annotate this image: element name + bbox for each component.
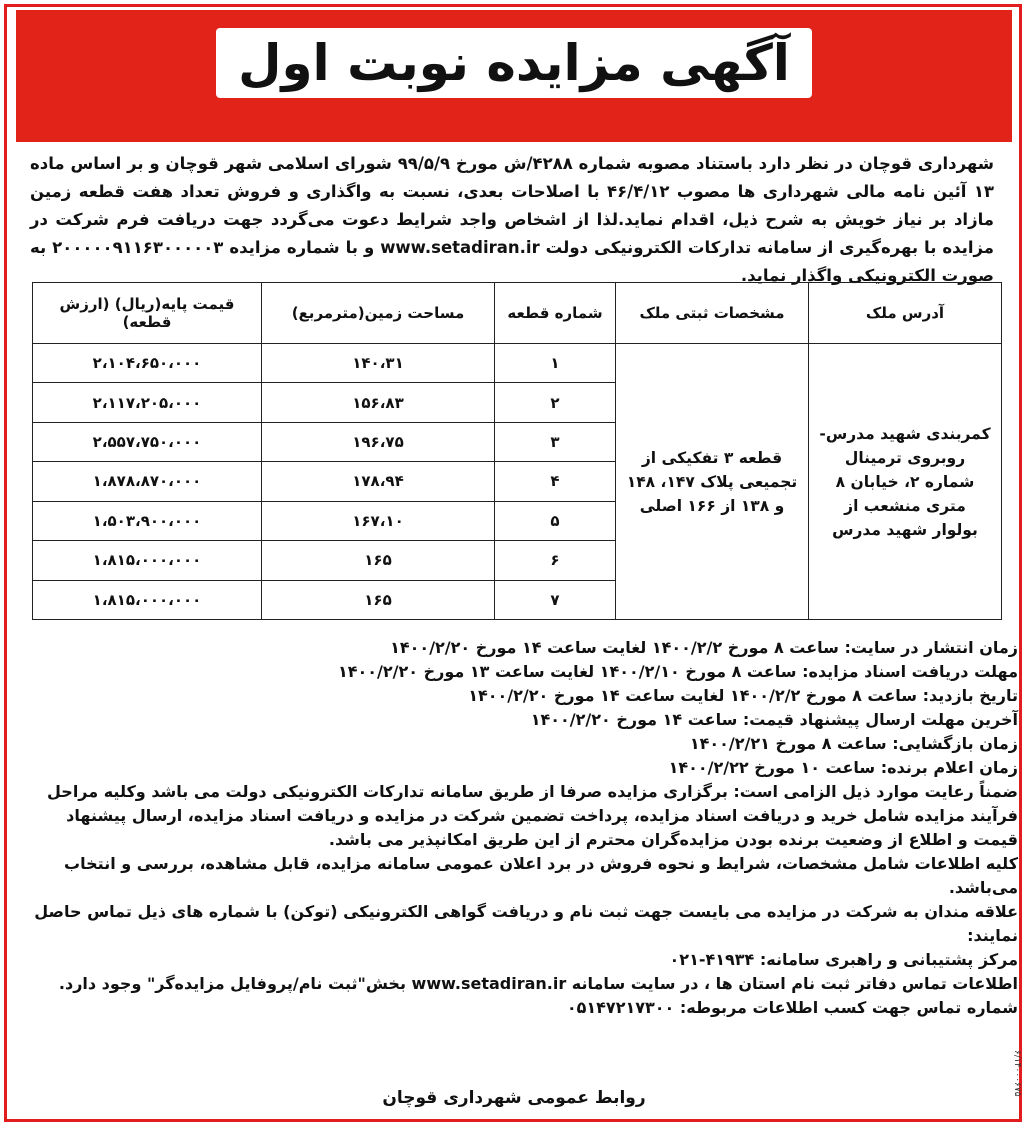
- price-cell: ۲،۵۵۷،۷۵۰،۰۰۰: [33, 422, 262, 461]
- details-section: [30, 636, 1018, 1020]
- lot-cell: ۷: [495, 580, 616, 619]
- lot-cell: ۴: [495, 462, 616, 501]
- area-cell: ۱۴۰،۳۱: [262, 344, 495, 383]
- area-cell: ۱۵۶،۸۳: [262, 383, 495, 422]
- price-cell: ۲،۱۰۴،۶۵۰،۰۰۰: [33, 344, 262, 383]
- detail-line: شماره تماس جهت کسب اطلاعات مربوطه: ۰۵۱۴۷۲۱۷۳۰۰: [566, 998, 1018, 1017]
- detail-line: زمان انتشار در سایت: ساعت ۸ مورخ ۱۴۰۰/۲/۲ لغایت ساعت ۱۴ مورخ ۱۴۰۰/۲/۲۰: [390, 638, 1018, 657]
- ad-title: آگهی مزایده نوبت اول: [16, 34, 1012, 92]
- table-row: [33, 344, 1002, 383]
- area-cell: ۱۹۶،۷۵: [262, 422, 495, 461]
- address-cell: کمربندی شهید مدرس- روبروی ترمینال شماره ۲، خیابان ۸ متری منشعب از بولوار شهید مدرس: [809, 344, 1002, 620]
- header-lot: شماره قطعه: [495, 283, 616, 344]
- detail-line: مرکز پشتیبانی و راهبری سامانه: ۴۱۹۳۴-۰۲۱: [669, 950, 1018, 969]
- header-address: آدرس ملک: [809, 283, 1002, 344]
- detail-line: کلیه اطلاعات شامل مشخصات، شرایط و نحوه فروش در برد اعلان عمومی سامانه مزایده، قابل مشاهده، بررسی و انتخاب می‌باشد.: [64, 854, 1018, 897]
- lot-cell: ۲: [495, 383, 616, 422]
- area-cell: ۱۶۵: [262, 580, 495, 619]
- detail-line: زمان بازگشایی: ساعت ۸ مورخ ۱۴۰۰/۲/۲۱: [689, 734, 1018, 753]
- ad-header: [16, 10, 1012, 142]
- side-code: ۶/۱۴۰۰۰۶۷۵: [1012, 1050, 1022, 1097]
- detail-line: اطلاعات تماس دفاتر ثبت نام استان ها ، در سایت سامانه www.setadiran.ir بخش"ثبت نام/پروفایل مزایده‌گر" وجود دارد.: [58, 974, 1018, 993]
- price-cell: ۱،۸۱۵،۰۰۰،۰۰۰: [33, 541, 262, 580]
- detail-line: ضمناً رعایت موارد ذیل الزامی است: برگزاری مزایده صرفا از طریق سامانه تدارکات الکترونیکی دولت می باشد وکلیه مراحل فرآیند مزایده شامل خرید و دریافت اسناد مزایده، پرداخت تضمین شرکت در مزایده و دریافت اسناد مزایده، ارسال پیشنهاد قیمت و اطلاع از وضعیت برنده بودن مزایده‌گران محترم از این طریق امکانپذیر می باشد.: [47, 782, 1018, 849]
- table-header-row: [33, 283, 1002, 344]
- footer-signature: روابط عمومی شهرداری قوچان: [382, 1088, 646, 1108]
- area-cell: ۱۶۵: [262, 541, 495, 580]
- area-cell: ۱۷۸،۹۴: [262, 462, 495, 501]
- lots-table: [32, 282, 1002, 620]
- price-cell: ۲،۱۱۷،۲۰۵،۰۰۰: [33, 383, 262, 422]
- area-cell: ۱۶۷،۱۰: [262, 501, 495, 540]
- header-registry: مشخصات ثبتی ملک: [616, 283, 809, 344]
- detail-line: علاقه مندان به شرکت در مزایده می بایست جهت ثبت نام و دریافت گواهی الکترونیکی (توکن) با شماره های ذیل تماس حاصل نمایند:: [34, 902, 1018, 945]
- lot-cell: ۶: [495, 541, 616, 580]
- registry-cell: قطعه ۳ تفکیکی از تجمیعی پلاک ۱۴۷، ۱۴۸ و ۱۳۸ از ۱۶۶ اصلی: [616, 344, 809, 620]
- detail-line: مهلت دریافت اسناد مزایده: ساعت ۸ مورخ ۱۴۰۰/۲/۱۰ لغایت ساعت ۱۳ مورخ ۱۴۰۰/۲/۲۰: [337, 662, 1018, 681]
- detail-line: تاریخ بازدید: ساعت ۸ مورخ ۱۴۰۰/۲/۲ لغایت ساعت ۱۴ مورخ ۱۴۰۰/۲/۲۰: [468, 686, 1018, 705]
- lot-cell: ۱: [495, 344, 616, 383]
- detail-line: زمان اعلام برنده: ساعت ۱۰ مورخ ۱۴۰۰/۲/۲۲: [668, 758, 1018, 777]
- lot-cell: ۳: [495, 422, 616, 461]
- intro-paragraph: شهرداری قوچان در نظر دارد باستناد مصوبه شماره ۴۲۸۸/ش مورخ ۹۹/۵/۹ شورای اسلامی شهر قوچان و بر اساس ماده ۱۳ آئین نامه مالی شهرداری ها مصوب ۴۶/۴/۱۲ با اصلاحات بعدی، نسبت به واگذاری و فروش تعداد هفت قطعه زمین مازاد بر نیاز خویش به شرح ذیل، اقدام نماید.لذا از اشخاص واجد شرایط دعوت می‌گردد جهت دریافت فرم شرکت در مزایده با بهره‌گیری از سامانه تدارکات الکترونیکی دولت www.setadiran.ir و با شماره مزایده ۲۰۰۰۰۰۹۱۱۶۳۰۰۰۰۰۳ به صورت الکترونیکی واگذار نماید.: [30, 154, 995, 285]
- lot-cell: ۵: [495, 501, 616, 540]
- price-cell: ۱،۸۷۸،۸۷۰،۰۰۰: [33, 462, 262, 501]
- header-price: قیمت پایه(ریال) (ارزش قطعه): [33, 283, 262, 344]
- price-cell: ۱،۸۱۵،۰۰۰،۰۰۰: [33, 580, 262, 619]
- detail-line: آخرین مهلت ارسال پیشنهاد قیمت: ساعت ۱۴ مورخ ۱۴۰۰/۲/۲۰: [530, 710, 1018, 729]
- price-cell: ۱،۵۰۳،۹۰۰،۰۰۰: [33, 501, 262, 540]
- header-area: مساحت زمین(مترمربع): [262, 283, 495, 344]
